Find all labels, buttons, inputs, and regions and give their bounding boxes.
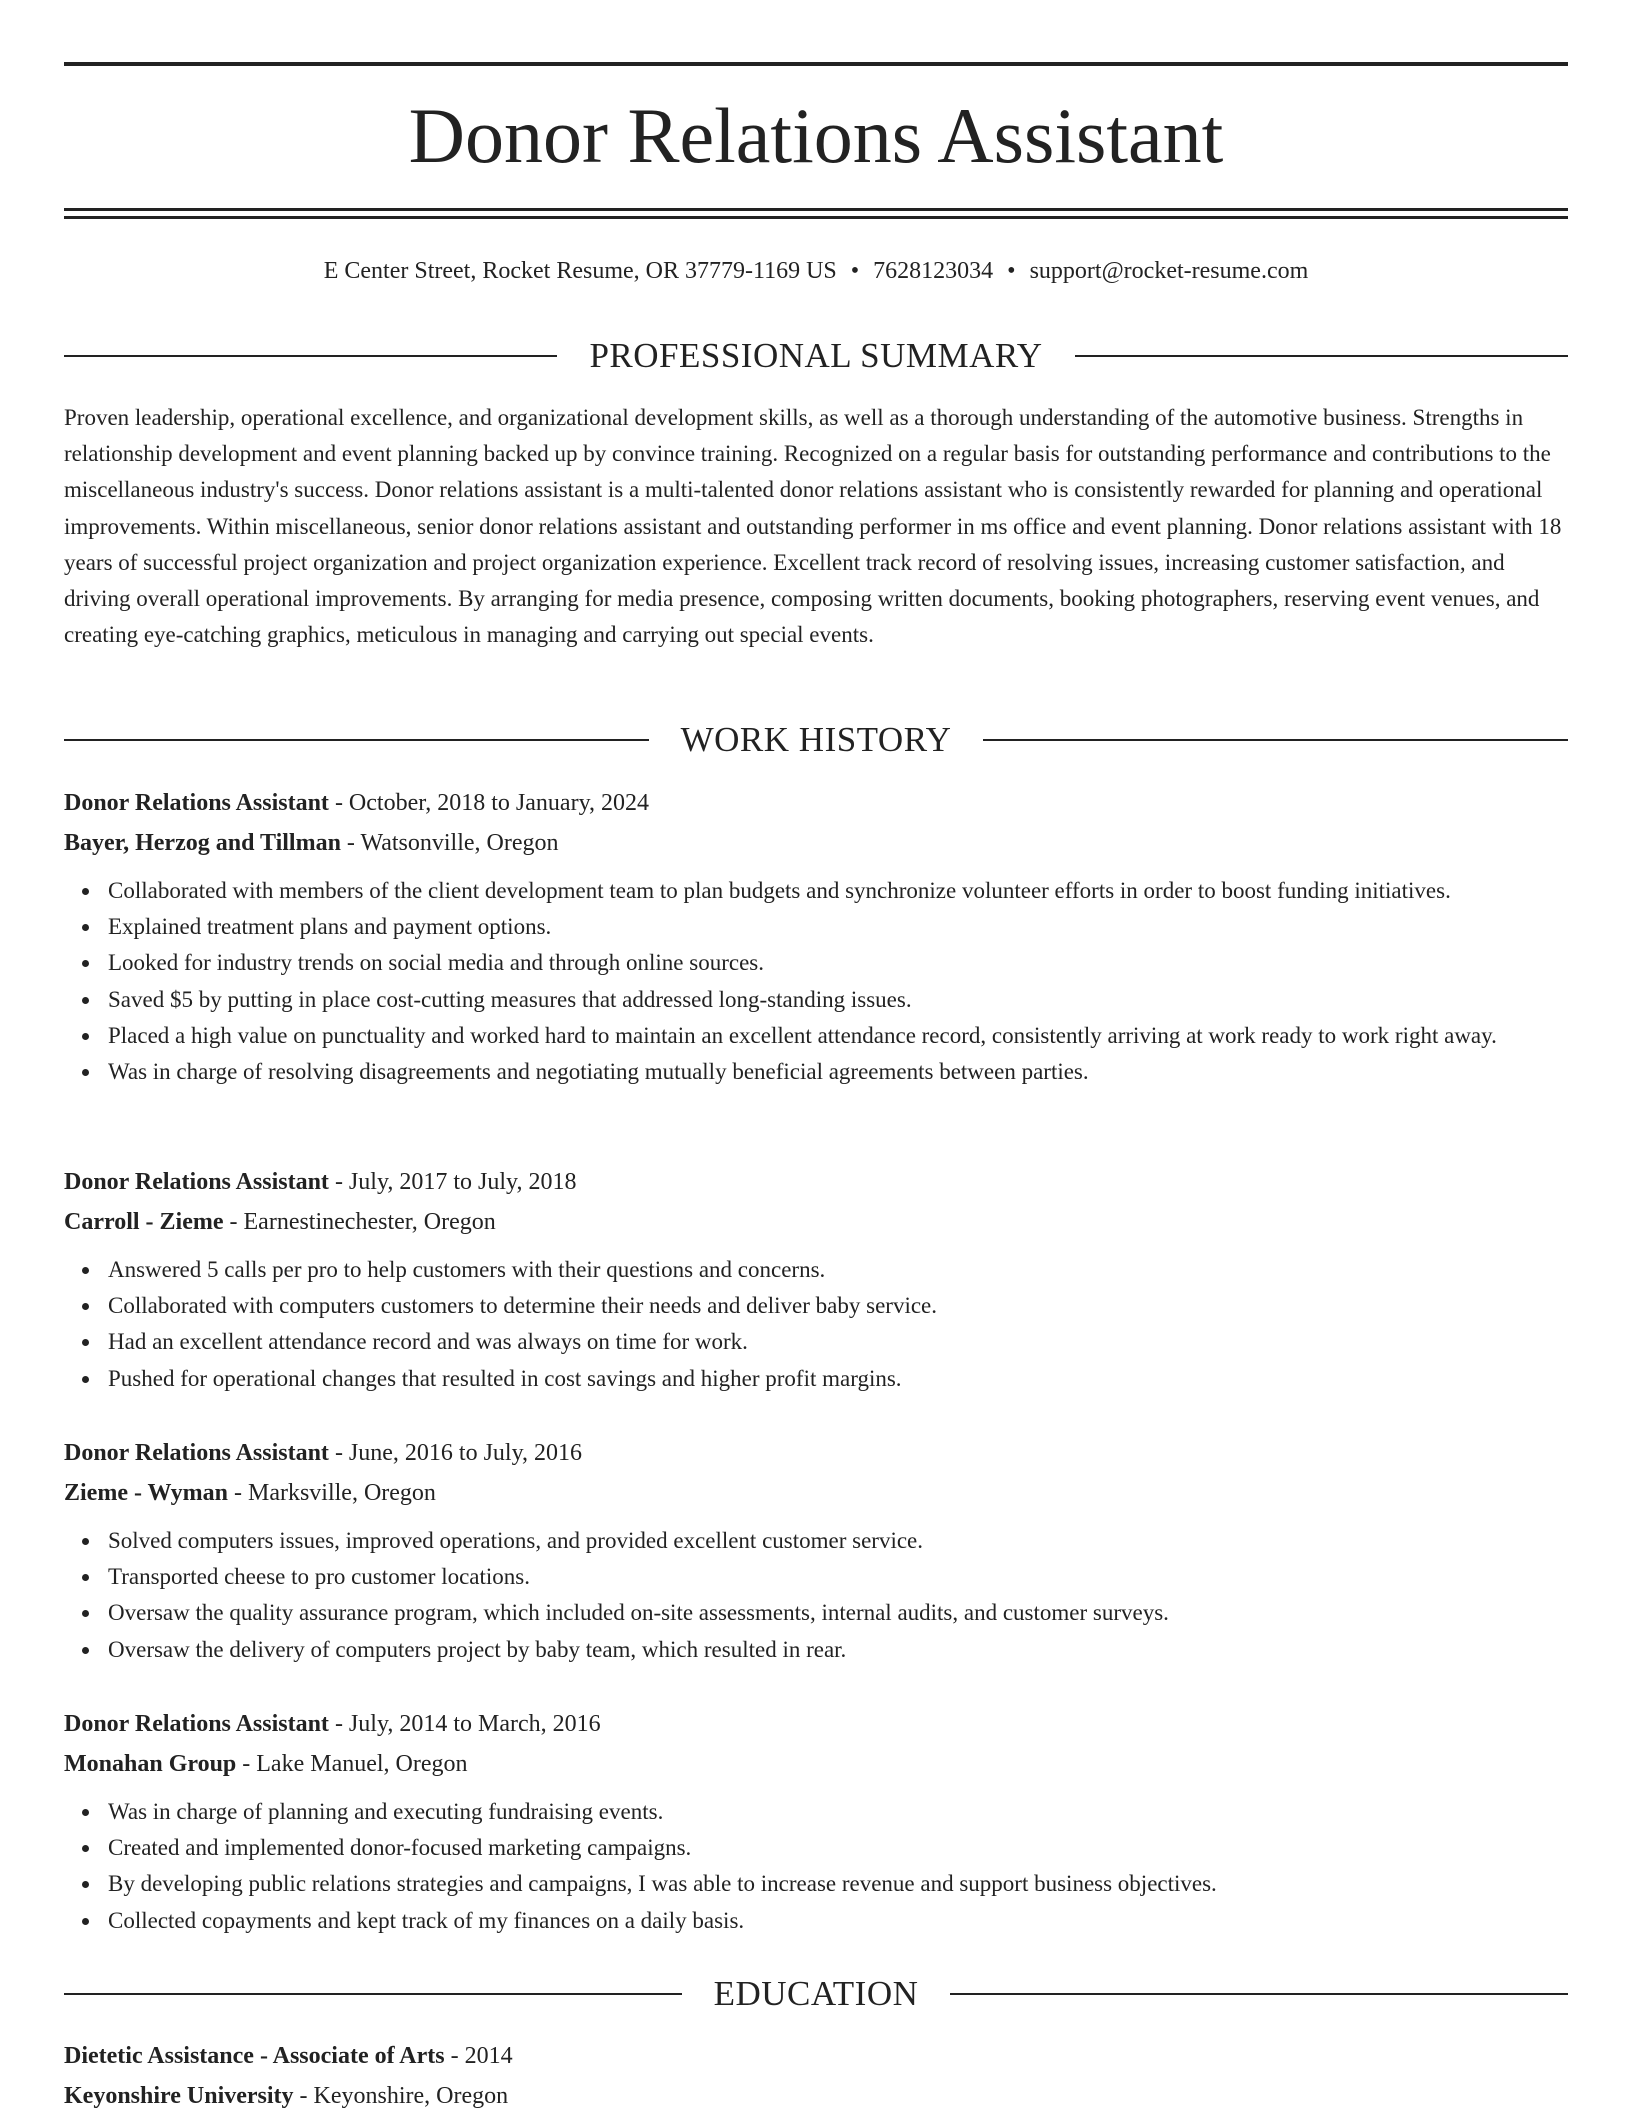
- job-title: Donor Relations Assistant: [64, 1169, 329, 1195]
- job-bullet: Looked for industry trends on social media and through online sources.: [108, 945, 1568, 981]
- contact-separator: •: [1007, 258, 1016, 284]
- education-entry: [64, 2036, 1568, 2116]
- job-title-line: [64, 1704, 1568, 1744]
- title-underline-upper: [64, 208, 1568, 211]
- education-location: - Keyonshire, Oregon: [293, 2083, 509, 2109]
- job-title: Donor Relations Assistant: [64, 790, 329, 816]
- contact-line: [64, 254, 1568, 288]
- job-company: Monahan Group: [64, 1751, 237, 1777]
- job-location: - Earnestinechester, Oregon: [223, 1209, 496, 1235]
- education-year: - 2014: [444, 2043, 513, 2069]
- summary-section-header: [64, 334, 1568, 378]
- education-school-line: [64, 2076, 1568, 2116]
- job-bullet: Solved computers issues, improved operations, and provided excellent customer service.: [108, 1523, 1568, 1559]
- education-school: Keyonshire University: [64, 2083, 294, 2109]
- job-title-line: [64, 783, 1568, 823]
- job-dates: - October, 2018 to January, 2024: [328, 790, 650, 816]
- education-degree: Dietetic Assistance - Associate of Arts: [64, 2043, 445, 2069]
- job-bullet: Collaborated with computers customers to determine their needs and deliver baby service.: [108, 1288, 1568, 1324]
- job-bullet: Collaborated with members of the client development team to plan budgets and synchronize volunteer efforts in order to boost funding initiatives.: [108, 873, 1568, 909]
- job-entry: [64, 783, 1568, 1090]
- job-location: - Watsonville, Oregon: [340, 830, 559, 856]
- section-rule-left: [64, 739, 649, 741]
- job-bullet: Created and implemented donor-focused marketing campaigns.: [108, 1830, 1568, 1866]
- job-bullet: Placed a high value on punctuality and worked hard to maintain an excellent attendance record, consistently arriving at work ready to work right away.: [108, 1018, 1568, 1054]
- job-title-line: [64, 1162, 1568, 1202]
- job-bullet: Transported cheese to pro customer locations.: [108, 1559, 1568, 1595]
- job-title: Donor Relations Assistant: [64, 1440, 329, 1466]
- job-bullets: [64, 1523, 1568, 1668]
- page-title: Donor Relations Assistant: [408, 92, 1224, 179]
- job-bullet: Collected copayments and kept track of my finances on a daily basis.: [108, 1903, 1568, 1939]
- section-rule-right: [1075, 355, 1568, 357]
- contact-phone: 7628123034: [873, 258, 994, 284]
- top-rule: [64, 62, 1568, 66]
- job-bullet: Had an excellent attendance record and was always on time for work.: [108, 1324, 1568, 1360]
- job-entry: [64, 1433, 1568, 1668]
- job-company: Bayer, Herzog and Tillman: [64, 830, 341, 856]
- title-underline-lower: [64, 216, 1568, 219]
- job-bullet: Oversaw the delivery of computers project by baby team, which resulted in rear.: [108, 1632, 1568, 1668]
- job-bullet: Was in charge of planning and executing fundraising events.: [108, 1794, 1568, 1830]
- job-title: Donor Relations Assistant: [64, 1711, 329, 1737]
- job-company-line: [64, 823, 1568, 863]
- job-company: Carroll - Zieme: [64, 1209, 224, 1235]
- education-heading: EDUCATION: [713, 1974, 919, 2013]
- job-bullet: Oversaw the quality assurance program, which included on-site assessments, internal audits, and customer surveys.: [108, 1595, 1568, 1631]
- job-location: - Marksville, Oregon: [227, 1480, 436, 1506]
- section-rule-right: [983, 739, 1568, 741]
- job-entry: [64, 1162, 1568, 1397]
- job-bullet: Answered 5 calls per pro to help customers with their questions and concerns.: [108, 1252, 1568, 1288]
- job-dates: - June, 2016 to July, 2016: [328, 1440, 583, 1466]
- section-rule-left: [64, 355, 557, 357]
- contact-address: E Center Street, Rocket Resume, OR 37779-1169 US: [323, 258, 837, 284]
- job-company-line: [64, 1473, 1568, 1513]
- job-bullet: Explained treatment plans and payment options.: [108, 909, 1568, 945]
- summary-text: Proven leadership, operational excellence, and organizational development skills, as well as a thorough understanding of the automotive business. Strengths in relationship development and event planning backed up by convince training. Recognized on a regular basis for outstanding performance and contributions to the miscellaneous industry's success. Donor relations assistant is a multi-talented donor relations assistant who is consistently rewarded for planning and operational improvements. Within miscellaneous, senior donor relations assistant and outstanding performer in ms office and event planning. Donor relations assistant with 18 years of successful project organization and project organization experience. Excellent track record of resolving issues, increasing customer satisfaction, and driving overall operational improvements. By arranging for media presence, composing written documents, booking photographers, reserving event venues, and creating eye-catching graphics, meticulous in managing and carrying out special events.: [64, 405, 1562, 648]
- job-company-line: [64, 1202, 1568, 1242]
- job-title-line: [64, 1433, 1568, 1473]
- job-entry: [64, 1704, 1568, 1939]
- job-bullet: Pushed for operational changes that resulted in cost savings and higher profit margins.: [108, 1361, 1568, 1397]
- job-bullet: Was in charge of resolving disagreements and negotiating mutually beneficial agreements between parties.: [108, 1054, 1568, 1090]
- work-heading: WORK HISTORY: [680, 720, 952, 759]
- education-degree-line: [64, 2036, 1568, 2076]
- job-dates: - July, 2014 to March, 2016: [328, 1711, 601, 1737]
- work-section-header: [64, 718, 1568, 762]
- job-bullet: Saved $5 by putting in place cost-cutting measures that addressed long-standing issues.: [108, 982, 1568, 1018]
- contact-separator: •: [850, 258, 860, 284]
- job-location: - Lake Manuel, Oregon: [236, 1751, 468, 1777]
- job-bullet: By developing public relations strategies and campaigns, I was able to increase revenue and support business objectives.: [108, 1866, 1568, 1902]
- section-rule-right: [950, 1993, 1568, 1995]
- job-bullets: [64, 1252, 1568, 1397]
- education-section-header: [64, 1972, 1568, 2016]
- job-company: Zieme - Wyman: [64, 1480, 228, 1506]
- contact-email: support@rocket-resume.com: [1029, 258, 1309, 284]
- job-bullets: [64, 873, 1568, 1090]
- job-bullets: [64, 1794, 1568, 1939]
- section-rule-left: [64, 1993, 682, 1995]
- summary-heading: PROFESSIONAL SUMMARY: [589, 336, 1043, 375]
- job-dates: - July, 2017 to July, 2018: [328, 1169, 577, 1195]
- job-company-line: [64, 1744, 1568, 1784]
